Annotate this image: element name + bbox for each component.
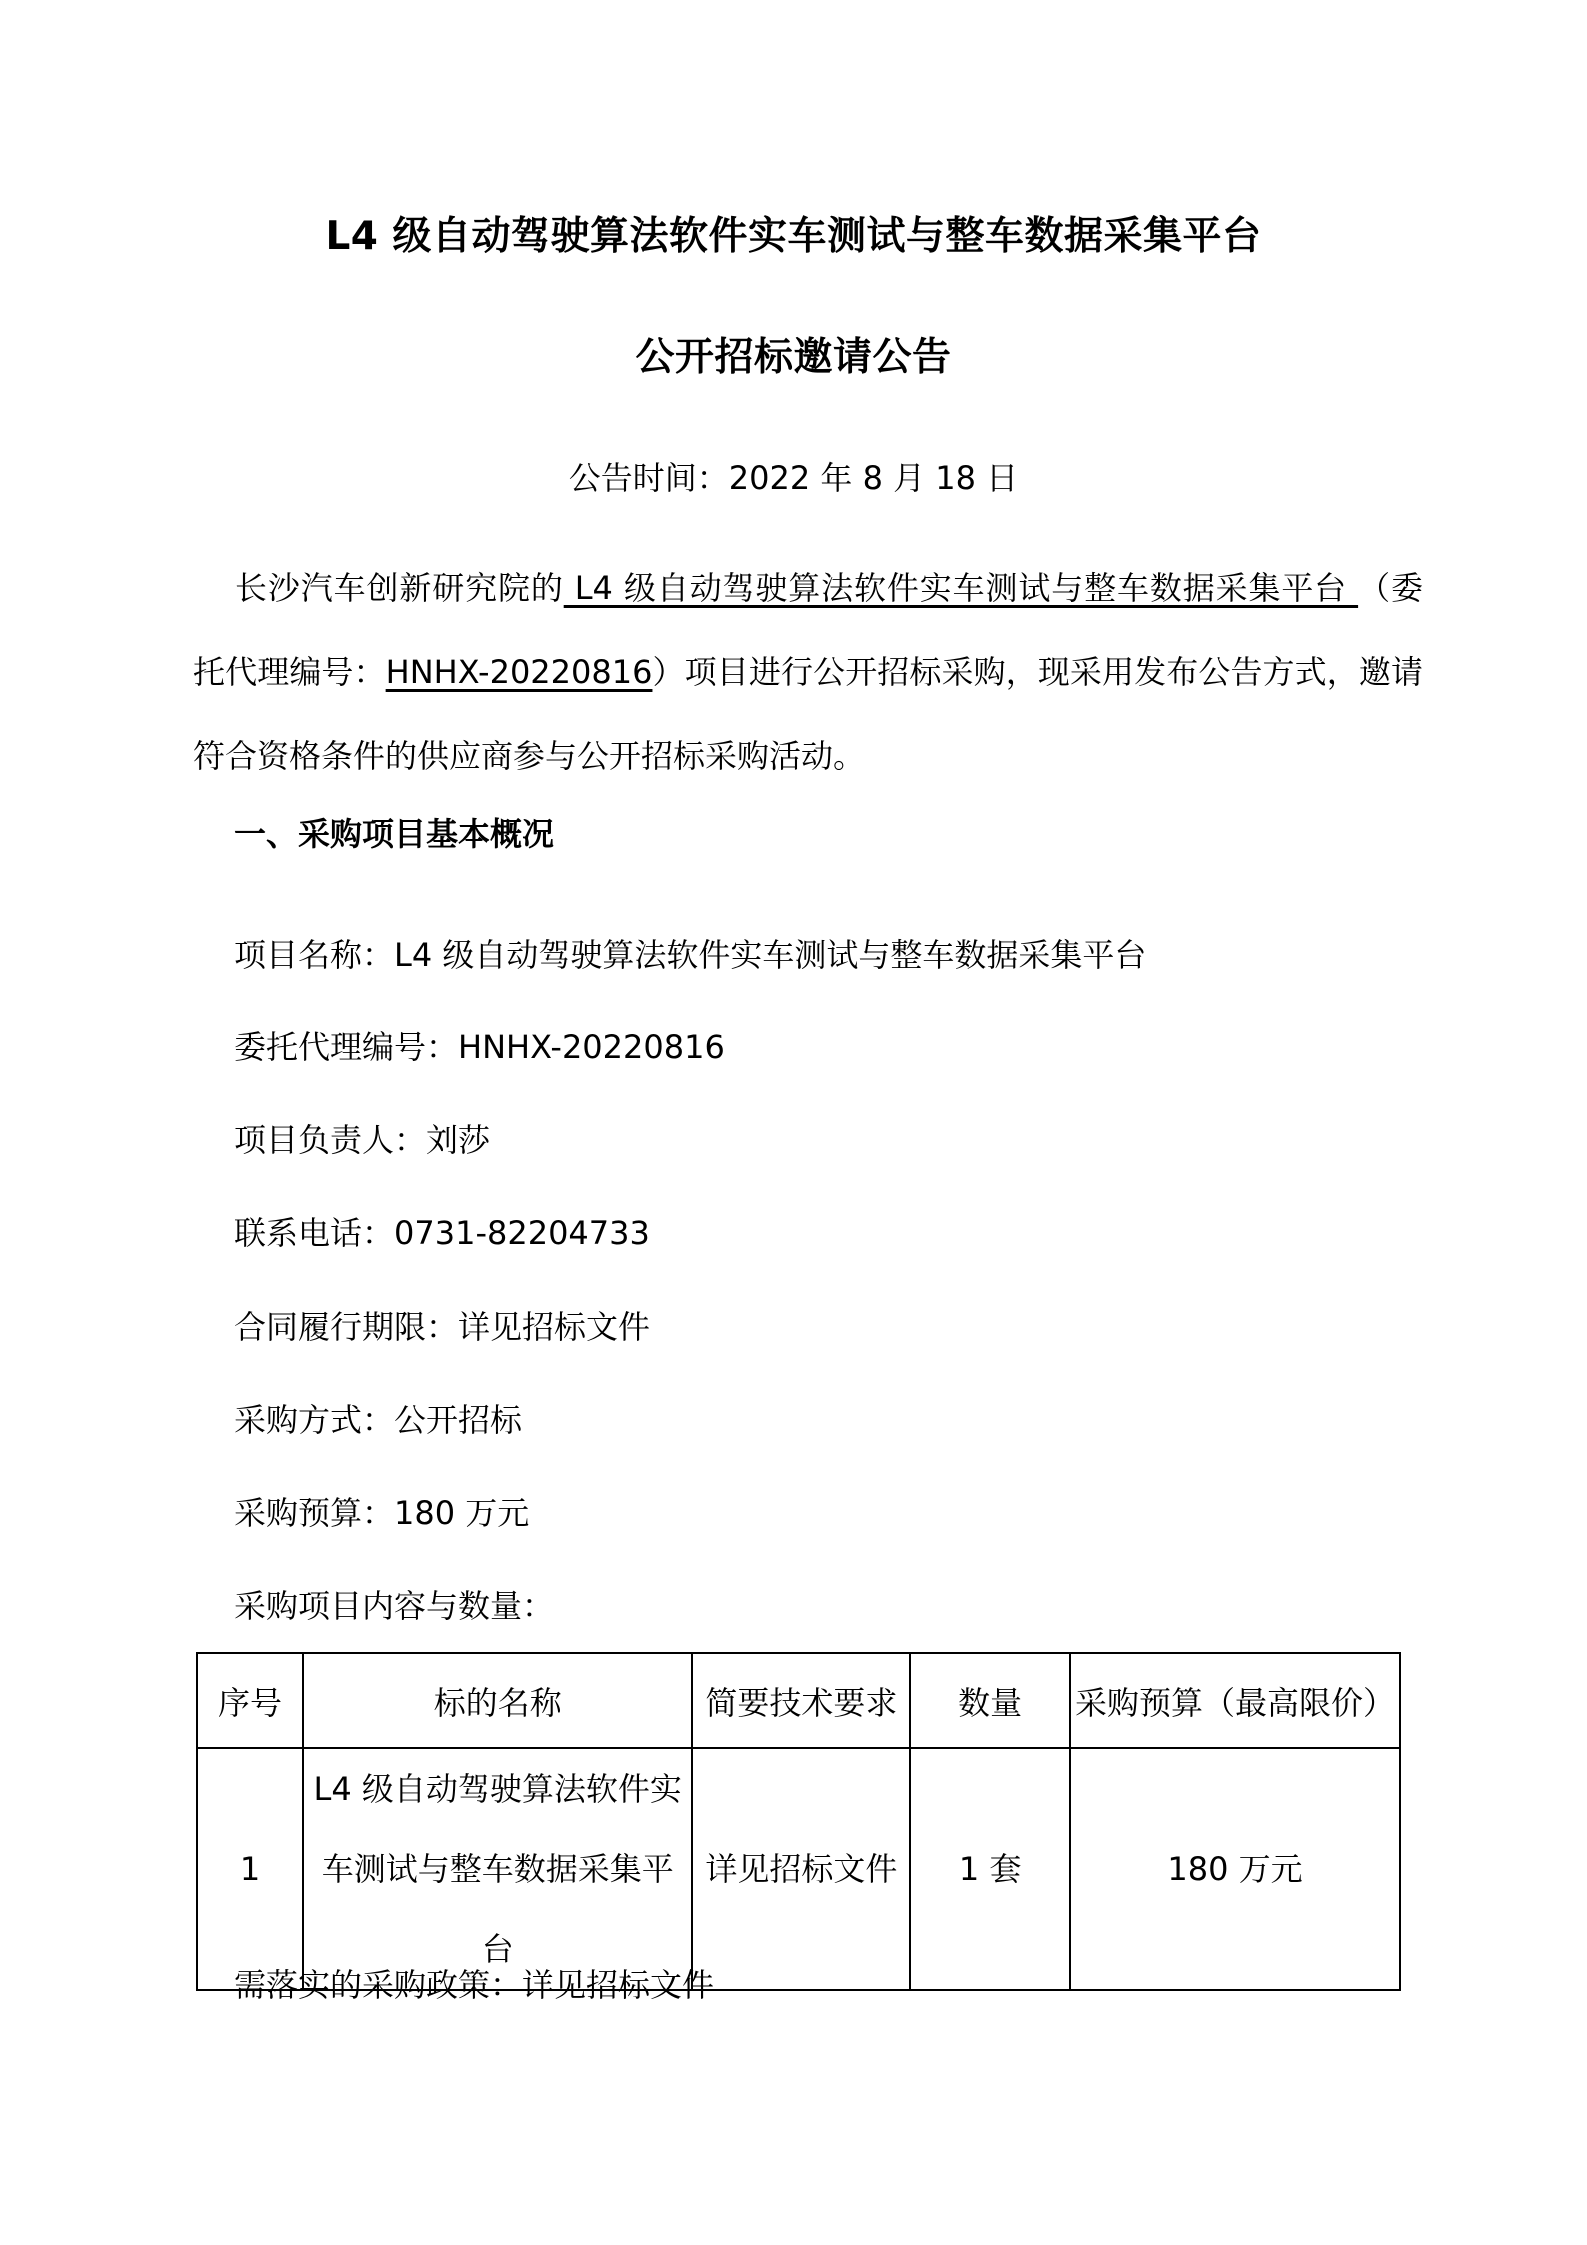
table-header-row: [197, 1653, 1400, 1748]
field-agency-no: 委托代理编号：HNHX-20220816: [234, 1028, 725, 1066]
field-content-label: 采购项目内容与数量：: [234, 1587, 555, 1625]
table-row: [197, 1748, 1400, 1990]
table-cell-requirement: 详见招标文件: [692, 1748, 910, 1990]
intro-paragraph: [193, 546, 1423, 798]
announcement-date: 公告时间：2022 年 8 月 18 日: [568, 459, 1019, 497]
field-method: 采购方式：公开招标: [234, 1401, 523, 1439]
document-title-line1: L4 级自动驾驶算法软件实车测试与整车数据采集平台: [325, 214, 1262, 259]
section1-heading: 一、采购项目基本概况: [234, 815, 555, 853]
table-cell-seq: 1: [197, 1748, 303, 1990]
field-phone: 联系电话：0731-82204733: [234, 1214, 650, 1252]
field-contract-period: 合同履行期限：详见招标文件: [234, 1308, 651, 1346]
intro-part2: （委托代理编号：: [193, 569, 1423, 691]
intro-project-name: L4 级自动驾驶算法软件实车测试与整车数据采集平台: [563, 569, 1359, 607]
procurement-policy: 需落实的采购政策：详见招标文件: [234, 1966, 715, 2004]
intro-part1: 长沙汽车创新研究院的: [235, 569, 564, 607]
table-cell-budget: 180 万元: [1070, 1748, 1400, 1990]
field-manager: 项目负责人：刘莎: [234, 1121, 491, 1159]
table-cell-name: L4 级自动驾驶算法软件实车测试与整车数据采集平台: [303, 1748, 692, 1990]
table-header-budget: 采购预算（最高限价）: [1070, 1653, 1400, 1748]
field-budget: 采购预算：180 万元: [234, 1494, 530, 1532]
field-project-name: 项目名称：L4 级自动驾驶算法软件实车测试与整车数据采集平台: [234, 936, 1147, 974]
intro-agency-no: HNHX-20220816: [385, 653, 653, 691]
document-title-line2: 公开招标邀请公告: [635, 335, 952, 380]
procurement-items-table: [196, 1652, 1401, 1991]
table-header-requirement: 简要技术要求: [692, 1653, 910, 1748]
table-header-quantity: 数量: [910, 1653, 1070, 1748]
table-header-seq: 序号: [197, 1653, 303, 1748]
table-header-name: 标的名称: [303, 1653, 692, 1748]
table-cell-quantity: 1 套: [910, 1748, 1070, 1990]
intro-part3: ）项目进行公开招标采购，现采用发布公告方式，邀请符合资格条件的供应商参与公开招标采购活动。: [193, 653, 1423, 775]
